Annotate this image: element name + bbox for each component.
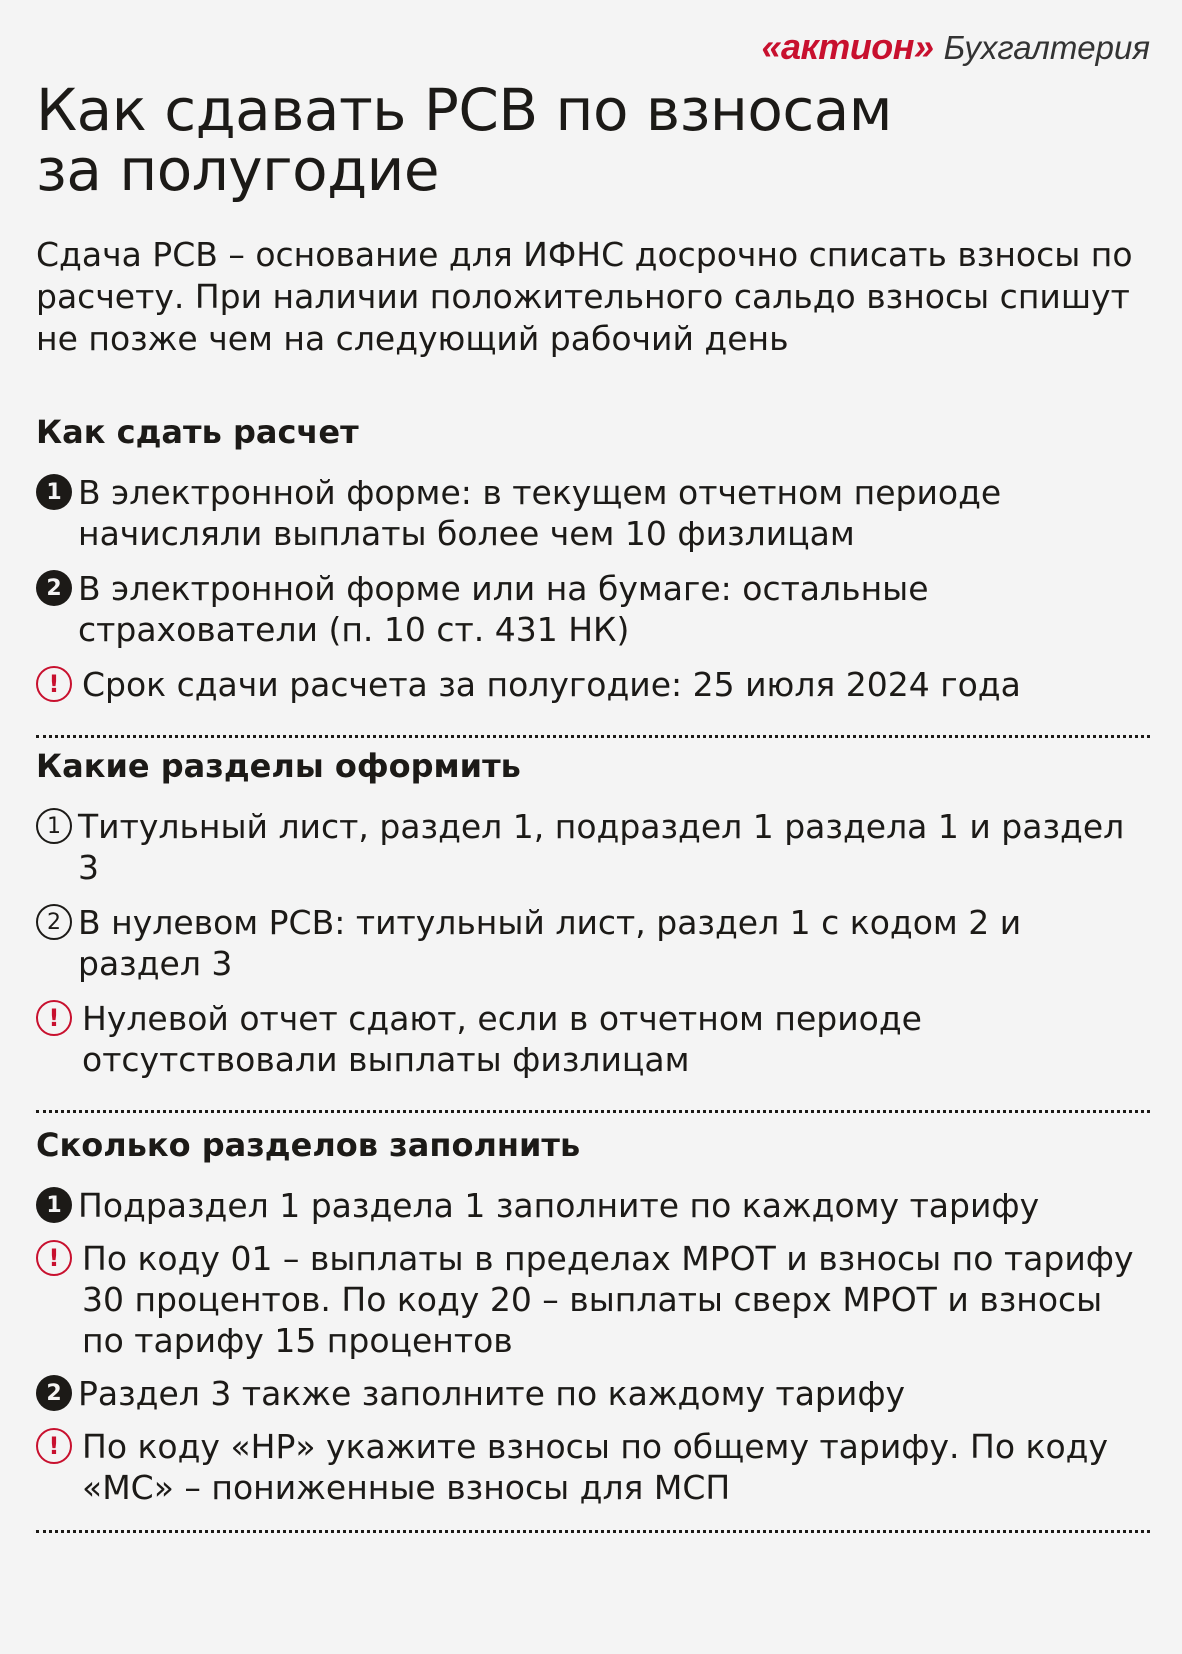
number-one-filled-icon: 1: [36, 474, 72, 510]
list-item: [36, 664, 1150, 705]
warning-icon: !: [36, 666, 72, 702]
list-item: [36, 568, 1150, 650]
list-item-text: По коду 01 – выплаты в пределах МРОТ и взносы по тарифу 30 процентов. По коду 20 – выплаты сверх МРОТ и взносы по тарифу 15 процентов: [82, 1239, 1134, 1360]
list-item: [36, 1185, 1150, 1226]
brand-logo: «актион»: [761, 26, 934, 67]
section-how-to-submit: [36, 412, 1150, 705]
number-two-outline-icon: 2: [36, 904, 72, 940]
warning-icon: !: [36, 1000, 72, 1036]
list-item-text: Подраздел 1 раздела 1 заполните по каждому тарифу: [78, 1186, 1040, 1225]
list-item-text: Срок сдачи расчета за полугодие: 25 июля 2024 года: [82, 665, 1021, 704]
list-item: [36, 998, 1150, 1080]
brand-name: Бухгалтерия: [943, 29, 1150, 66]
content: [36, 76, 1150, 1533]
page-title: Как сдавать РСВ по взносам за полугодие: [36, 76, 893, 204]
list-item: [36, 902, 1150, 984]
list-item-text: В электронной форме: в текущем отчетном периоде начисляли выплаты более чем 10 физлицам: [78, 473, 1002, 553]
number-two-filled-icon: 2: [36, 1375, 72, 1411]
list-item: [36, 806, 1150, 888]
dotted-divider: [36, 735, 1150, 738]
list-item: [36, 1238, 1150, 1361]
list-item: [36, 1373, 1150, 1414]
list-item-text: В электронной форме или на бумаге: остальные страхователи (п. 10 ст. 431 НК): [78, 569, 929, 649]
number-one-outline-icon: 1: [36, 808, 72, 844]
warning-icon: !: [36, 1240, 72, 1276]
brand: [762, 26, 1150, 68]
number-one-filled-icon: 1: [36, 1187, 72, 1223]
number-two-filled-icon: 2: [36, 570, 72, 606]
list-item: [36, 1426, 1150, 1508]
section-how-many-sections: [36, 1125, 1150, 1508]
list-item-text: Нулевой отчет сдают, если в отчетном периоде отсутствовали выплаты физлицам: [82, 999, 922, 1079]
section-which-sections: [36, 746, 1150, 1080]
section-heading: Сколько разделов заполнить: [36, 1126, 581, 1164]
list-item-text: По коду «НР» укажите взносы по общему тарифу. По коду «МС» – пониженные взносы для МСП: [82, 1427, 1108, 1507]
dotted-divider: [36, 1530, 1150, 1533]
list-item-text: В нулевом РСВ: титульный лист, раздел 1 с кодом 2 и раздел 3: [78, 903, 1022, 983]
warning-icon: !: [36, 1428, 72, 1464]
section-heading: Какие разделы оформить: [36, 747, 521, 785]
lead-paragraph: Сдача РСВ – основание для ИФНС досрочно списать взносы по расчету. При наличии положительного сальдо взносы спишут не позже чем на следующий рабочий день: [36, 235, 1133, 358]
dotted-divider: [36, 1110, 1150, 1113]
list-item-text: Титульный лист, раздел 1, подраздел 1 раздела 1 и раздел 3: [78, 807, 1125, 887]
section-heading: Как сдать расчет: [36, 413, 359, 451]
list-item: [36, 472, 1150, 554]
list-item-text: Раздел 3 также заполните по каждому тарифу: [78, 1374, 906, 1413]
